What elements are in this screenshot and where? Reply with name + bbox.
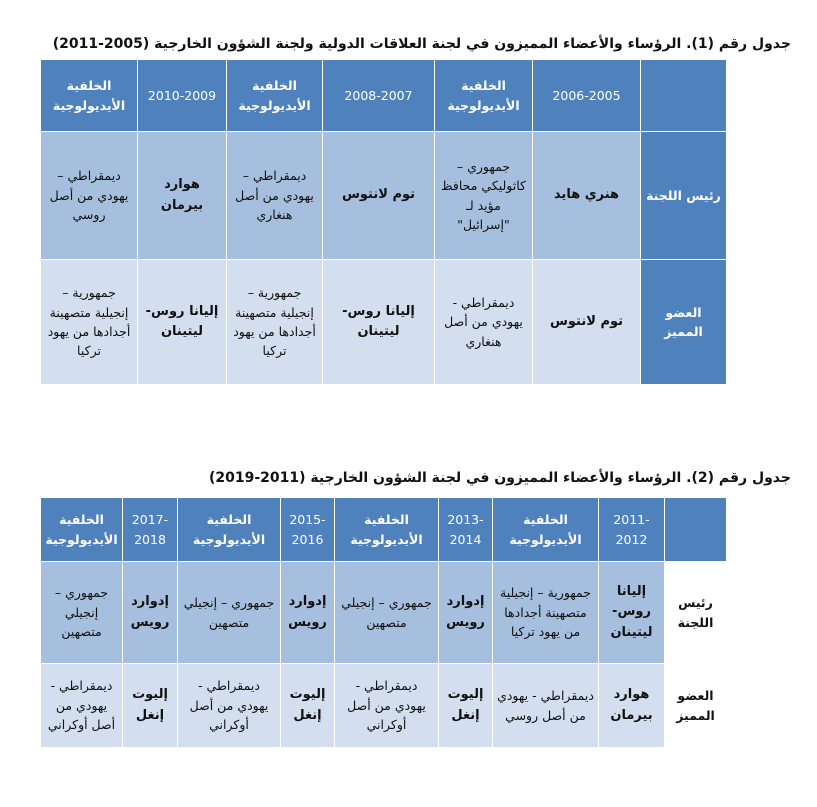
ideology-cell: ديمقراطي - يهودي من أصل روسي	[493, 664, 599, 748]
table-row	[41, 664, 727, 748]
table2-header-period: 2017-2018	[123, 498, 178, 562]
member-name: توم لانتوس	[323, 132, 435, 260]
table2-header-period: 2011-2012	[599, 498, 665, 562]
table2-header-period: 2015-2016	[281, 498, 335, 562]
table1-header-period: 2006-2005	[533, 60, 641, 132]
ideology-cell: جمهورية – إنجيلية متصهينة أجدادها من يهود تركيا	[227, 260, 323, 385]
member-name: إدوارد رويس	[123, 562, 178, 664]
ideology-cell: ديمقراطي - يهودي من أصل أوكراني	[178, 664, 281, 748]
row-label-ranking-member: العضو المميز	[641, 260, 727, 385]
ideology-cell: ديمقراطي - يهودي من أصل أوكراني	[335, 664, 439, 748]
table1-corner-cell	[641, 60, 727, 132]
ideology-cell: جمهوري – إنجيلي متصهين	[41, 562, 123, 664]
row-label-ranking-member: العضو المميز	[665, 664, 727, 748]
ideology-cell: ديمقراطي – يهودي من أصل روسي	[41, 132, 138, 260]
table-row	[41, 260, 727, 385]
table1-caption: جدول رقم (1). الرؤساء والأعضاء المميزون في لجنة العلاقات الدولية ولجنة الشؤون الخارجية (2005-2011)	[52, 36, 791, 52]
table1	[40, 59, 727, 385]
ideology-cell: جمهورية – إنجيلية متصهينة أجدادها من يهود تركيا	[493, 562, 599, 664]
table2-caption: جدول رقم (2). الرؤساء والأعضاء المميزون في لجنة الشؤون الخارجية (2011-2019)	[208, 470, 791, 486]
table-row	[41, 562, 727, 664]
member-name: إليانا روس-ليتينان	[599, 562, 665, 664]
ideology-cell: جمهورية – إنجيلية متصهينة أجدادها من يهود تركيا	[41, 260, 138, 385]
table1-header-period: 2008-2007	[323, 60, 435, 132]
table1-header-background: الخلفية الأيديولوجية	[41, 60, 138, 132]
member-name: إدوارد رويس	[439, 562, 493, 664]
table-row	[41, 132, 727, 260]
ideology-cell: ديمقراطي - يهودي من أصل أوكراني	[41, 664, 123, 748]
member-name: توم لانتوس	[533, 260, 641, 385]
member-name: إدوارد رويس	[281, 562, 335, 664]
member-name: إليوت إنغل	[439, 664, 493, 748]
table1-header-background: الخلفية الأيديولوجية	[435, 60, 533, 132]
ideology-cell: جمهوري – إنجيلي متصهين	[335, 562, 439, 664]
member-name: إليانا روس-ليتينان	[138, 260, 227, 385]
table2-header-background: الخلفية الأيديولوجية	[493, 498, 599, 562]
member-name: إليانا روس-ليتينان	[323, 260, 435, 385]
table2-header-background: الخلفية الأيديولوجية	[335, 498, 439, 562]
table2	[40, 497, 727, 748]
table2-header-background: الخلفية الأيديولوجية	[178, 498, 281, 562]
member-name: إليوت إنغل	[281, 664, 335, 748]
member-name: هوارد بيرمان	[599, 664, 665, 748]
ideology-cell: ديمقراطي - يهودي من أصل هنغاري	[435, 260, 533, 385]
member-name: إليوت إنغل	[123, 664, 178, 748]
member-name: هوارد بيرمان	[138, 132, 227, 260]
table2-header-background: الخلفية الأيديولوجية	[41, 498, 123, 562]
row-label-chair: رئيس اللجنة	[665, 562, 727, 664]
table1-header-background: الخلفية الأيديولوجية	[227, 60, 323, 132]
member-name: هنري هايد	[533, 132, 641, 260]
table2-header-period: 2013-2014	[439, 498, 493, 562]
row-label-chair: رئيس اللجنة	[641, 132, 727, 260]
ideology-cell: ديمقراطي – يهودي من أصل هنغاري	[227, 132, 323, 260]
ideology-cell: جمهوري – كاثوليكي محافظ مؤيد لـ "إسرائيل"	[435, 132, 533, 260]
table1-header-period: 2010-2009	[138, 60, 227, 132]
table2-corner-cell	[665, 498, 727, 562]
ideology-cell: جمهوري – إنجيلي متصهين	[178, 562, 281, 664]
